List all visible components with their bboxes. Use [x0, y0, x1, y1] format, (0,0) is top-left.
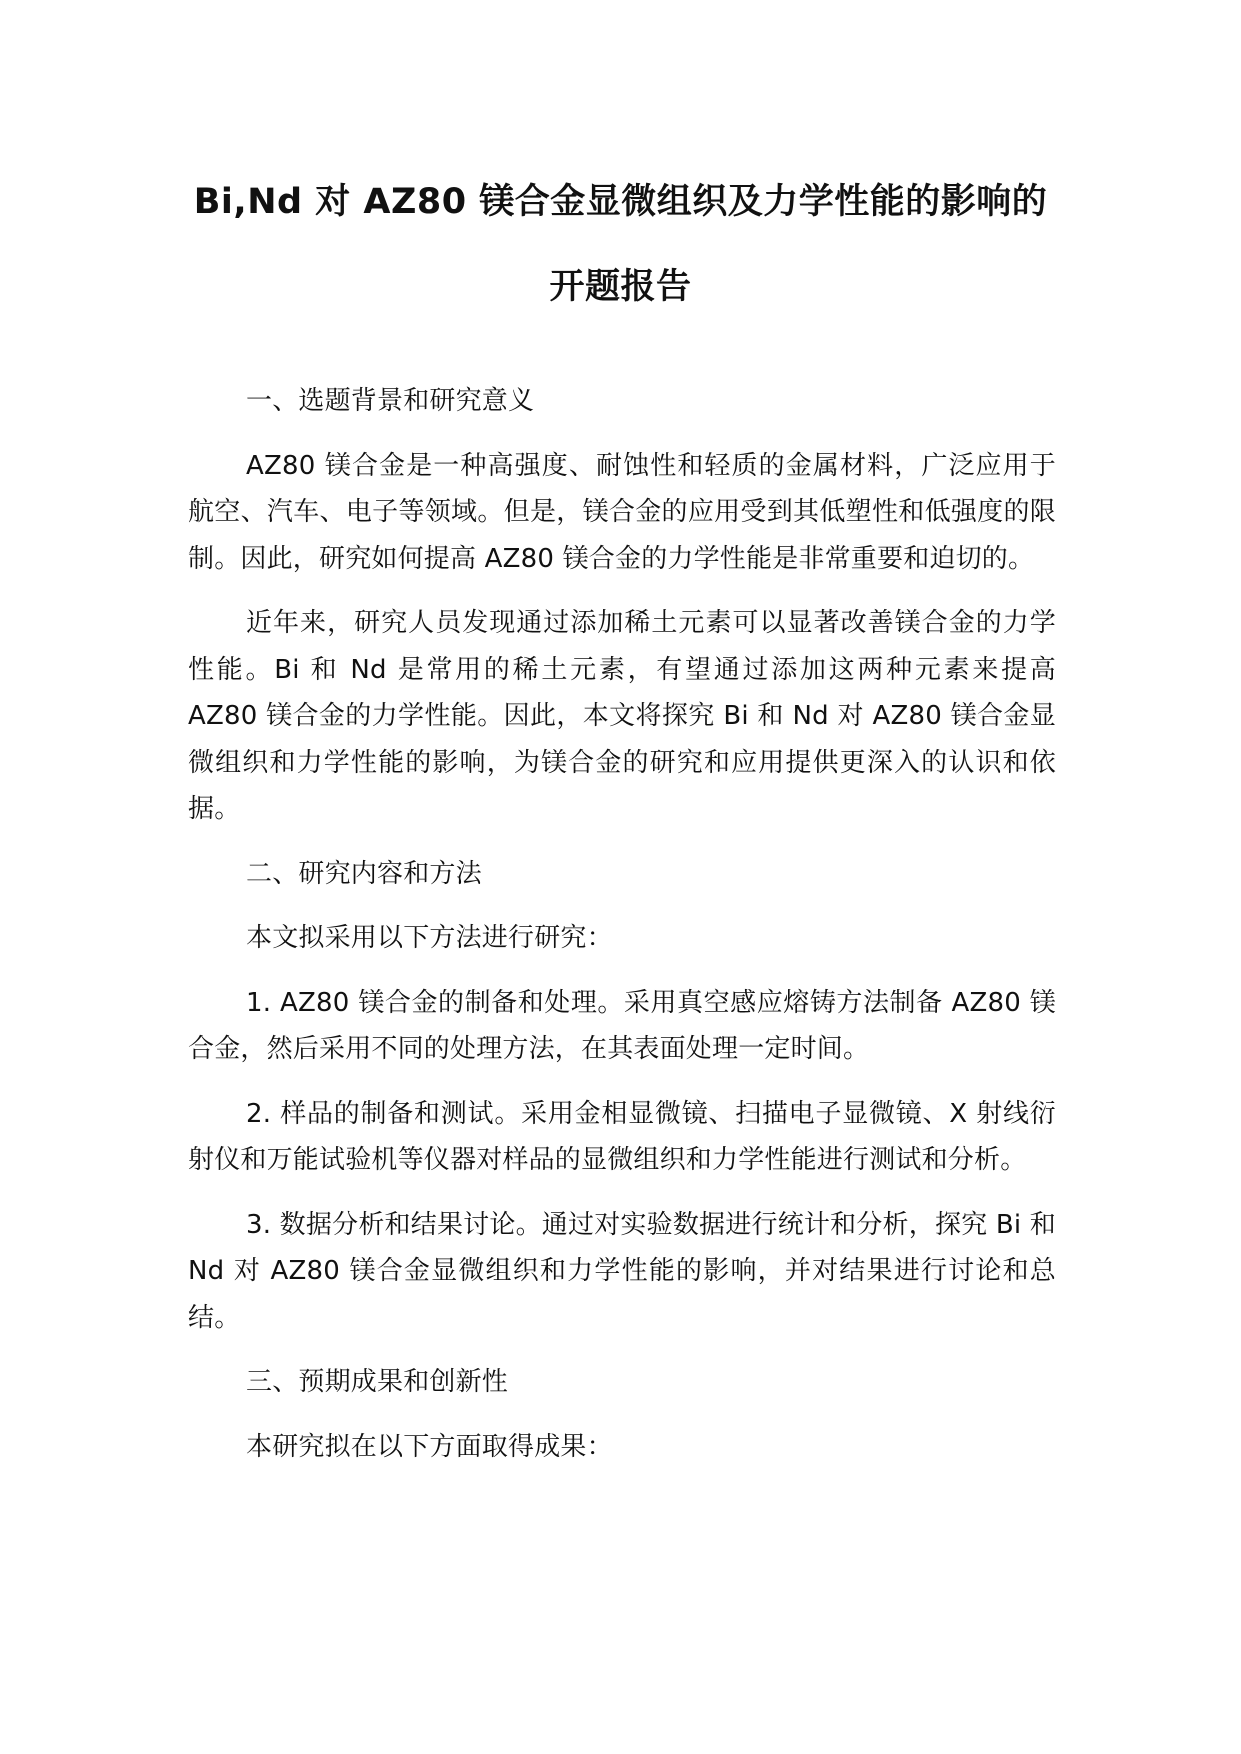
- paragraph-background-1: AZ80 镁合金是一种高强度、耐蚀性和轻质的金属材料，广泛应用于航空、汽车、电子等领域。但是，镁合金的应用受到其低塑性和低强度的限制。因此，研究如何提高 AZ80 镁合金的力学性能是非常重要和迫切的。: [188, 450, 1056, 574]
- list-item-method-1: 1. AZ80 镁合金的制备和处理。采用真空感应熔铸方法制备 AZ80 镁合金，然后采用不同的处理方法，在其表面处理一定时间。: [188, 987, 1056, 1064]
- document-body: [188, 378, 1056, 1488]
- paragraph-background-2: 近年来，研究人员发现通过添加稀土元素可以显著改善镁合金的力学性能。Bi 和 Nd 是常用的稀土元素，有望通过添加这两种元素来提高 AZ80 镁合金的力学性能。因此，本文将探究 Bi 和 Nd 对 AZ80 镁合金显微组织和力学性能的影响，为镁合金的研究和应用提供更深入的认识和依据。: [188, 608, 1056, 824]
- section-heading-methods: 二、研究内容和方法: [246, 858, 482, 889]
- list-item-method-2: 2. 样品的制备和测试。采用金相显微镜、扫描电子显微镜、X 射线衍射仪和万能试验机等仪器对样品的显微组织和力学性能进行测试和分析。: [188, 1098, 1056, 1175]
- document-title-line-1: Bi,Nd 对 AZ80 镁合金显微组织及力学性能的影响的: [193, 182, 1048, 222]
- document-title-line-2: 开题报告: [549, 267, 692, 307]
- paragraph-outcomes-intro: 本研究拟在以下方面取得成果：: [246, 1431, 613, 1462]
- list-item-method-3: 3. 数据分析和结果讨论。通过对实验数据进行统计和分析，探究 Bi 和 Nd 对 AZ80 镁合金显微组织和力学性能的影响，并对结果进行讨论和总结。: [188, 1209, 1056, 1333]
- paragraph-methods-intro: 本文拟采用以下方法进行研究：: [246, 923, 613, 953]
- section-heading-outcomes: 三、预期成果和创新性: [246, 1367, 509, 1397]
- section-heading-background: 一、选题背景和研究意义: [246, 386, 535, 416]
